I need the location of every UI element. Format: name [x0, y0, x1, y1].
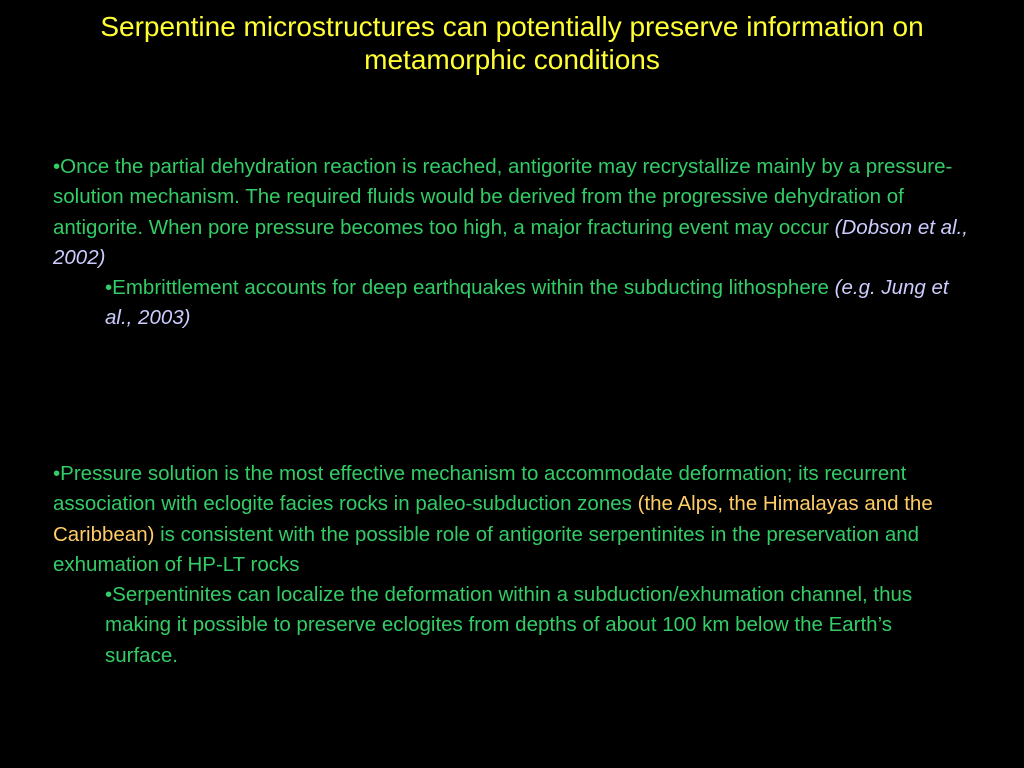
bullet-text: •Once the partial dehydration reaction is reached, antigorite may recrystallize mainly by a pressure-solution mechanism. The required fluids would be derived from the progressive dehydration of antigorite. When pore pressure becomes too high, a major fracturing event may occur [53, 155, 953, 239]
bullet-main-pressure-solution [53, 459, 968, 580]
slide-title: Serpentine microstructures can potentially preserve information on metamorphic conditions [100, 11, 924, 75]
bullet-main-recrystallization [53, 152, 968, 273]
bullet-sub-serpentinites [53, 580, 968, 671]
bullet-text: •Pressure solution is the most effective mechanism to accommodate deformation; its recurrent association with eclogite facies rocks in paleo-subduction zones [53, 462, 907, 516]
bullet-text: is consistent with the possible role of antigorite serpentinites in the preservation and exhumation of HP-LT rocks [53, 522, 920, 576]
bullet-text: •Embrittlement accounts for deep earthquakes within the subducting lithosphere [105, 276, 835, 300]
bullet-block-dehydration [53, 152, 968, 334]
bullet-sub-embrittlement [53, 273, 968, 334]
bullet-text: •Serpentinites can localize the deformation within a subduction/exhumation channel, thus making it possible to preserve eclogites from depths of about 100 km below the Earth’s surface. [105, 583, 913, 667]
citation-dobson: (Dobson et al., 2002) [53, 215, 968, 269]
citation-jung: (e.g. Jung et al., 2003) [105, 276, 949, 330]
bullet-block-pressure-solution [53, 459, 968, 671]
highlight-locations: (the Alps, the Himalayas and the Caribbean) [53, 492, 933, 546]
